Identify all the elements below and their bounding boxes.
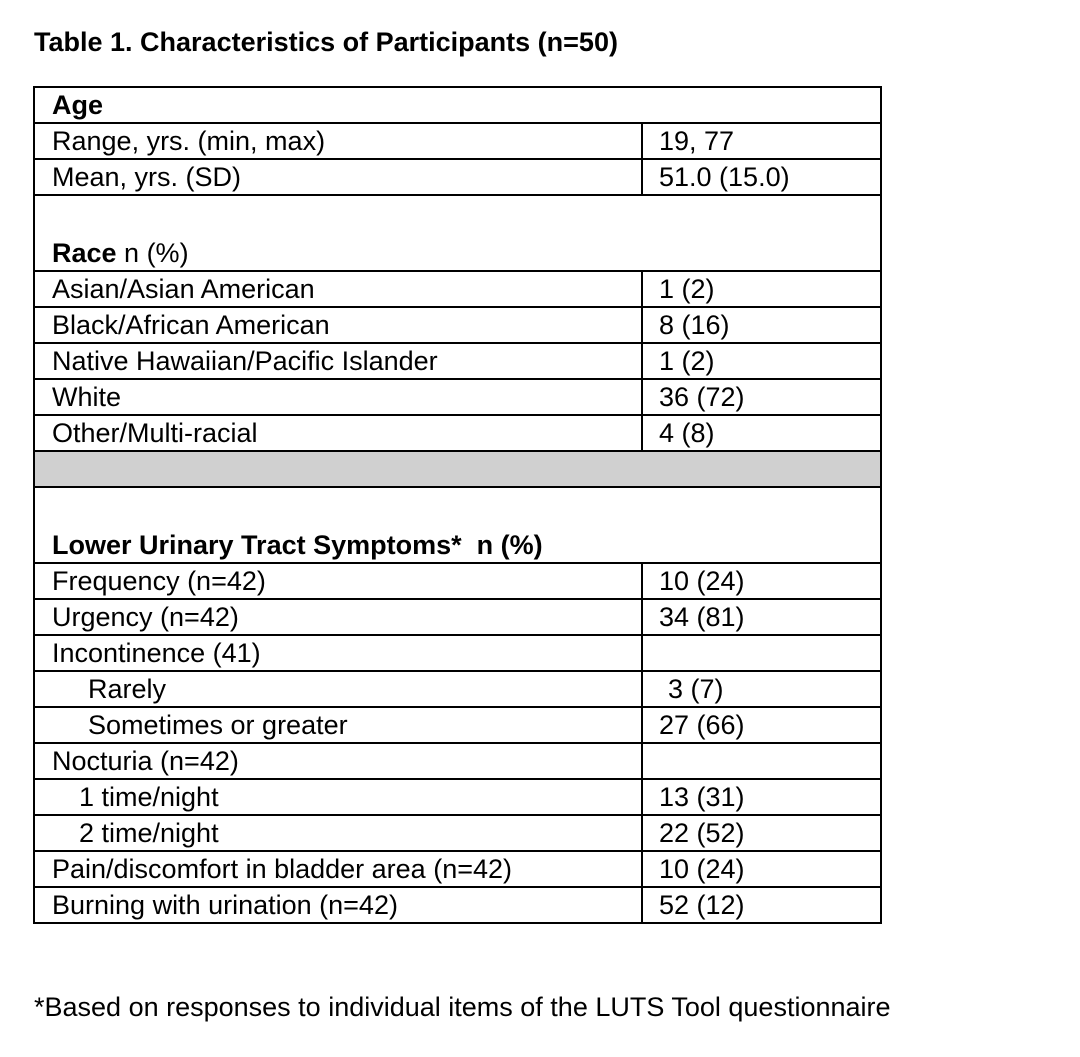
row-label: Frequency (n=42) [34, 563, 642, 599]
footnote: *Based on responses to individual items of the LUTS Tool questionnaire [34, 992, 891, 1022]
row-label: 1 time/night [34, 779, 642, 815]
section-header-row [34, 487, 881, 563]
row-value: 4 (8) [642, 415, 881, 451]
row-value: 3 (7) [642, 671, 881, 707]
row-label: Nocturia (n=42) [34, 743, 642, 779]
table-row [34, 159, 881, 195]
row-value: 52 (12) [642, 887, 881, 923]
row-value [642, 743, 881, 779]
row-label: 2 time/night [34, 815, 642, 851]
section-header-row [34, 195, 881, 271]
row-label: White [34, 379, 642, 415]
table-row [34, 779, 881, 815]
table-row [34, 707, 881, 743]
table-row [34, 887, 881, 923]
row-label: Other/Multi-racial [34, 415, 642, 451]
row-value: 27 (66) [642, 707, 881, 743]
table-row [34, 635, 881, 671]
row-value [642, 635, 881, 671]
characteristics-table [33, 86, 882, 924]
table-row [34, 271, 881, 307]
race-header [34, 195, 881, 271]
age-header: Age [34, 87, 881, 123]
row-value: 10 (24) [642, 851, 881, 887]
table-row [34, 671, 881, 707]
table-title: Table 1. Characteristics of Participants (n=50) [34, 27, 618, 57]
row-label: Sometimes or greater [34, 707, 642, 743]
separator-cell [34, 451, 881, 487]
row-label: Rarely [34, 671, 642, 707]
row-value: 1 (2) [642, 271, 881, 307]
separator-row [34, 451, 881, 487]
section-header-row [34, 87, 881, 123]
table-row [34, 563, 881, 599]
row-label: Native Hawaiian/Pacific Islander [34, 343, 642, 379]
row-value: 34 (81) [642, 599, 881, 635]
row-value: 1 (2) [642, 343, 881, 379]
row-label: Range, yrs. (min, max) [34, 123, 642, 159]
race-header-bold: Race [52, 238, 117, 268]
row-label: Black/African American [34, 307, 642, 343]
row-label: Burning with urination (n=42) [34, 887, 642, 923]
table-row [34, 851, 881, 887]
table-row [34, 123, 881, 159]
table-row [34, 743, 881, 779]
row-value: 8 (16) [642, 307, 881, 343]
table-row [34, 343, 881, 379]
table-row [34, 415, 881, 451]
row-value: 13 (31) [642, 779, 881, 815]
row-value: 19, 77 [642, 123, 881, 159]
row-label: Mean, yrs. (SD) [34, 159, 642, 195]
table-row [34, 307, 881, 343]
row-value: 10 (24) [642, 563, 881, 599]
race-header-suffix: n (%) [116, 238, 189, 268]
row-label: Incontinence (41) [34, 635, 642, 671]
row-label: Pain/discomfort in bladder area (n=42) [34, 851, 642, 887]
table-row [34, 815, 881, 851]
row-value: 36 (72) [642, 379, 881, 415]
row-label: Urgency (n=42) [34, 599, 642, 635]
luts-header: Lower Urinary Tract Symptoms* n (%) [34, 487, 881, 563]
row-value: 51.0 (15.0) [642, 159, 881, 195]
row-label: Asian/Asian American [34, 271, 642, 307]
table-row [34, 379, 881, 415]
row-value: 22 (52) [642, 815, 881, 851]
table-row [34, 599, 881, 635]
